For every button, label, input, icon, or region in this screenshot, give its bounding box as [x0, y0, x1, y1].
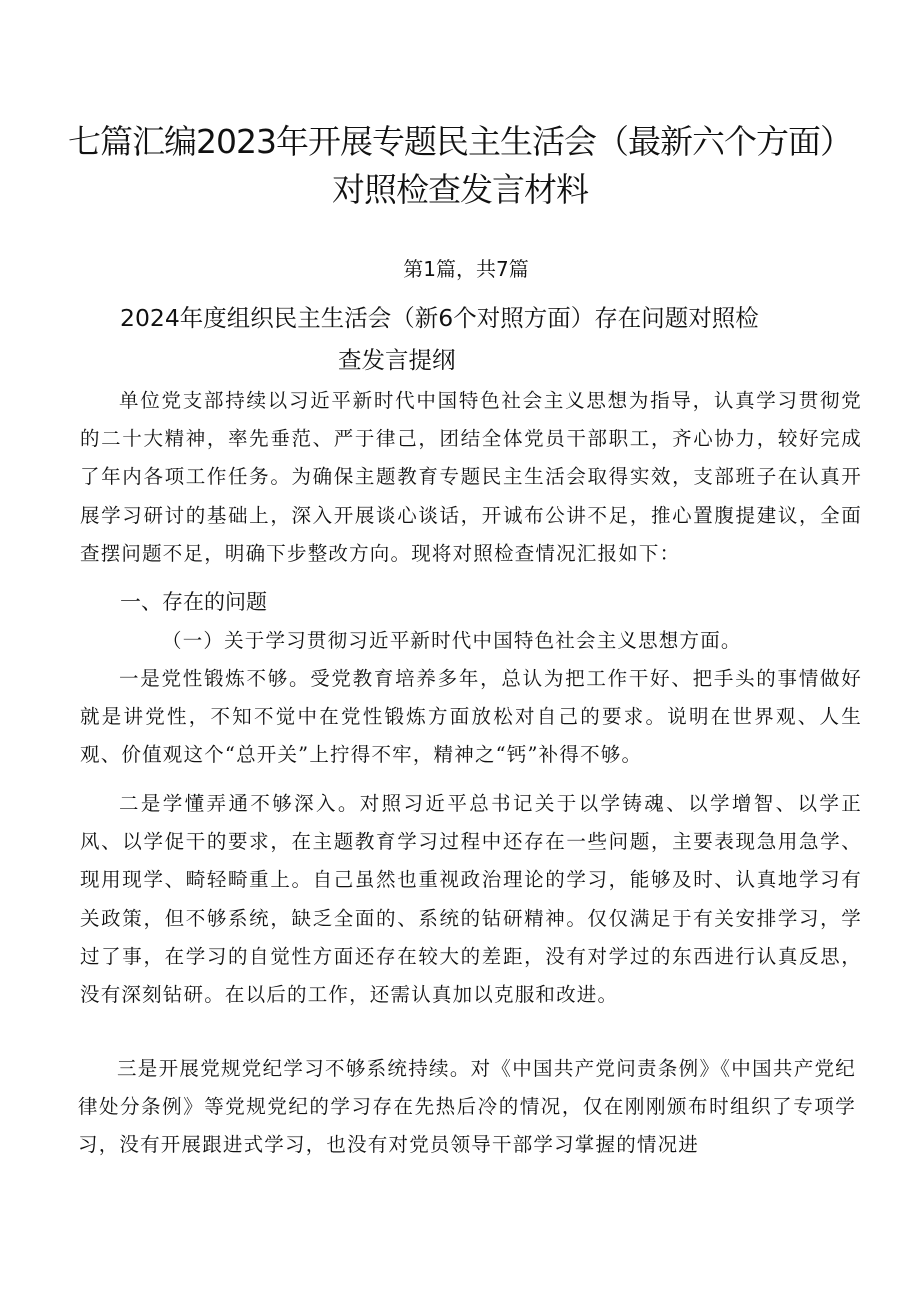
section-heading: 一、存在的问题	[120, 590, 267, 614]
paragraph-1: 一是党性锻炼不够。受党教育培养多年，总认为把工作干好、把手头的事情做好就是讲党性，不知不觉中在党性锻炼方面放松对自己的要求。说明在世界观、人生观、价值观这个“总开关”上拧得不牢，精神之“钙”补得不够。	[80, 667, 862, 767]
article-title-line-1: 2024年度组织民主生活会（新6个对照方面）存在问题对照检	[120, 304, 759, 332]
document-title: 七篇汇编2023年开展专题民主生活会（最新六个方面）对照检查发言材料	[68, 122, 852, 209]
paragraph-2: 二是学懂弄通不够深入。对照习近平总书记关于以学铸魂、以学增智、以学正风、以学促干的要求，在主题教育学习过程中还存在一些问题，主要表现急用急学、现用现学、畸轻畸重上。自己虽然也重视政治理论的学习，能够及时、认真地学习有关政策，但不够系统，缺乏全面的、系统的钻研精神。仅仅满足于有关安排学习，学过了事，在学习的自觉性方面还存在较大的差距，没有对学过的东西进行认真反思，没有深刻钻研。在以后的工作，还需认真加以克服和改进。	[80, 792, 862, 1007]
document-counter: 第1篇，共7篇	[403, 257, 529, 281]
subsection-heading: （一）关于学习贯彻习近平新时代中国特色社会主义思想方面。	[162, 629, 742, 652]
article-title	[120, 297, 860, 381]
intro-paragraph: 单位党支部持续以习近平新时代中国特色社会主义思想为指导，认真学习贯彻党的二十大精神，率先垂范、严于律己，团结全体党员干部职工，齐心协力，较好完成了年内各项工作任务。为确保主题教育专题民主生活会取得实效，支部班子在认真开展学习研讨的基础上，深入开展谈心谈话，开诚布公讲不足，推心置腹提建议，全面查摆问题不足，明确下步整改方向。现将对照检查情况汇报如下：	[80, 389, 862, 565]
article-title-line-2: 查发言提纲	[338, 346, 456, 374]
paragraph-3: 三是开展党规党纪学习不够系统持续。对《中国共产党问责条例》《中国共产党纪律处分条例》等党规党纪的学习存在先热后冷的情况，仅在刚刚颁布时组织了专项学习，没有开展跟进式学习，也没有对党员领导干部学习掌握的情况进	[78, 1057, 856, 1157]
